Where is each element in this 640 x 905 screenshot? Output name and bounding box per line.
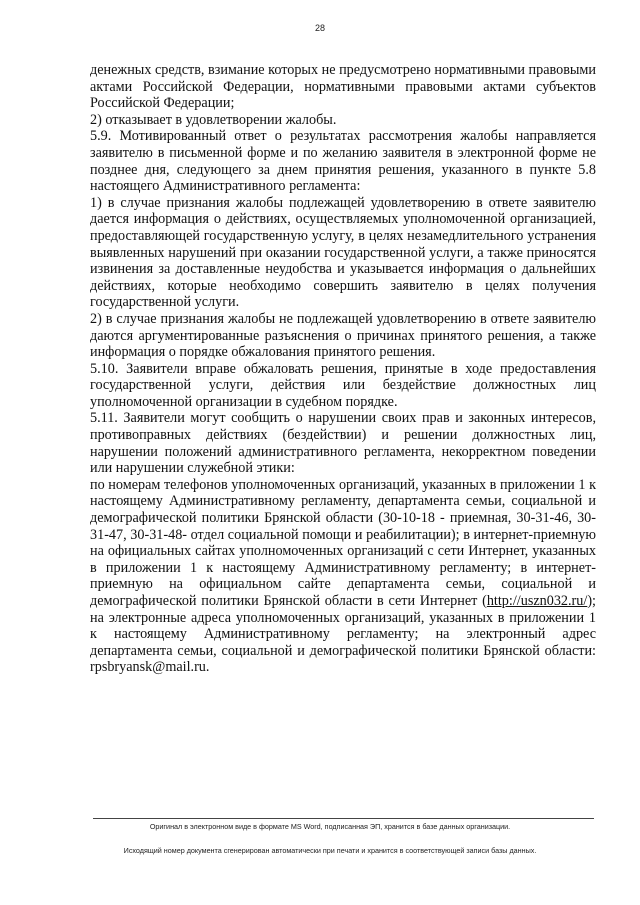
paragraph-satisfied-complaint: 1) в случае признания жалобы подлежащей удовлетворению в ответе заявителю дается информация о действиях, осуществляемых уполномоченной организацией, предоставляющей государственную услугу, в целях незамедлительного устранения выявленных нарушений при оказании государственной услуги, а также приносятся извинения за доставленные неудобства и указывается информация о дальнейших действиях, которые необходимо совершить заявителю в целях получения государственной услуги.	[90, 194, 596, 311]
paragraph-rejected-complaint: 2) в случае признания жалобы не подлежащей удовлетворению в ответе заявителю даются аргументированные разъяснения о причинах принятого решения, а также информация о порядке обжалования принятого решения.	[90, 310, 596, 361]
footer-note-number: Исходящий номер документа сгенерирован автоматически при печати и хранится в соответствующей записи базы данных.	[123, 846, 537, 855]
contact-text-after-link: ); на электронные адреса уполномоченных организаций, указанных в приложении 1 к настоящему Административному регламенту; на электронный адрес департамента семьи, социальной и демографической политики Брянской области: rpsbryansk@mail.ru.	[90, 593, 596, 676]
paragraph-continuation: денежных средств, взимание которых не предусмотрено нормативными правовыми актами Российской Федерации, нормативными правовыми актами субъектов Российской Федерации;	[90, 62, 596, 112]
website-link[interactable]: http://uszn032.ru/	[486, 593, 588, 609]
document-body	[90, 62, 596, 676]
paragraph-refusal: 2) отказывает в удовлетворении жалобы.	[90, 111, 337, 128]
footer-note-original: Оригинал в электронном виде в формате MS Word, подписанная ЭП, хранится в базе данных организации.	[149, 822, 511, 831]
page-number: 28	[314, 23, 325, 33]
contact-text-before-link: по номерам телефонов уполномоченных организаций, указанных в приложении 1 к настоящему Административному регламенту, департамента семьи, социальной и демографической политики Брянской области (30-10-18 - приемная, 30-31-46, 30-31-47, 30-31-48- отдел социальной помощи и реабилитации); в интернет-приемную на официальных сайтах уполномоченных организаций с сети Интернет, указанных в приложении 1 к настоящему Административному регламенту; в интернет-приемную на официальном сайте департамента семьи, социальной и демографической политики Брянской области в сети Интернет (	[90, 476, 596, 609]
paragraph-5-11: 5.11. Заявители могут сообщить о нарушении своих прав и законных интересов, противоправных действиях (бездействии) и решении должностных лиц, нарушении положений административного регламента, некорректном поведении или нарушении служебной этики:	[90, 410, 596, 477]
paragraph-5-10: 5.10. Заявители вправе обжаловать решения, принятые в ходе предоставления государственной услуги, действия или бездействие должностных лиц уполномоченной организации в судебном порядке.	[90, 360, 596, 410]
paragraph-contact-channels	[90, 477, 596, 676]
paragraph-5-9: 5.9. Мотивированный ответ о результатах рассмотрения жалобы направляется заявителю в письменной форме и по желанию заявителя в электронной форме не позднее дня, следующего за днем принятия решения, указанного в пункте 5.8 настоящего Административного регламента:	[90, 128, 596, 195]
footer-divider	[93, 818, 594, 819]
